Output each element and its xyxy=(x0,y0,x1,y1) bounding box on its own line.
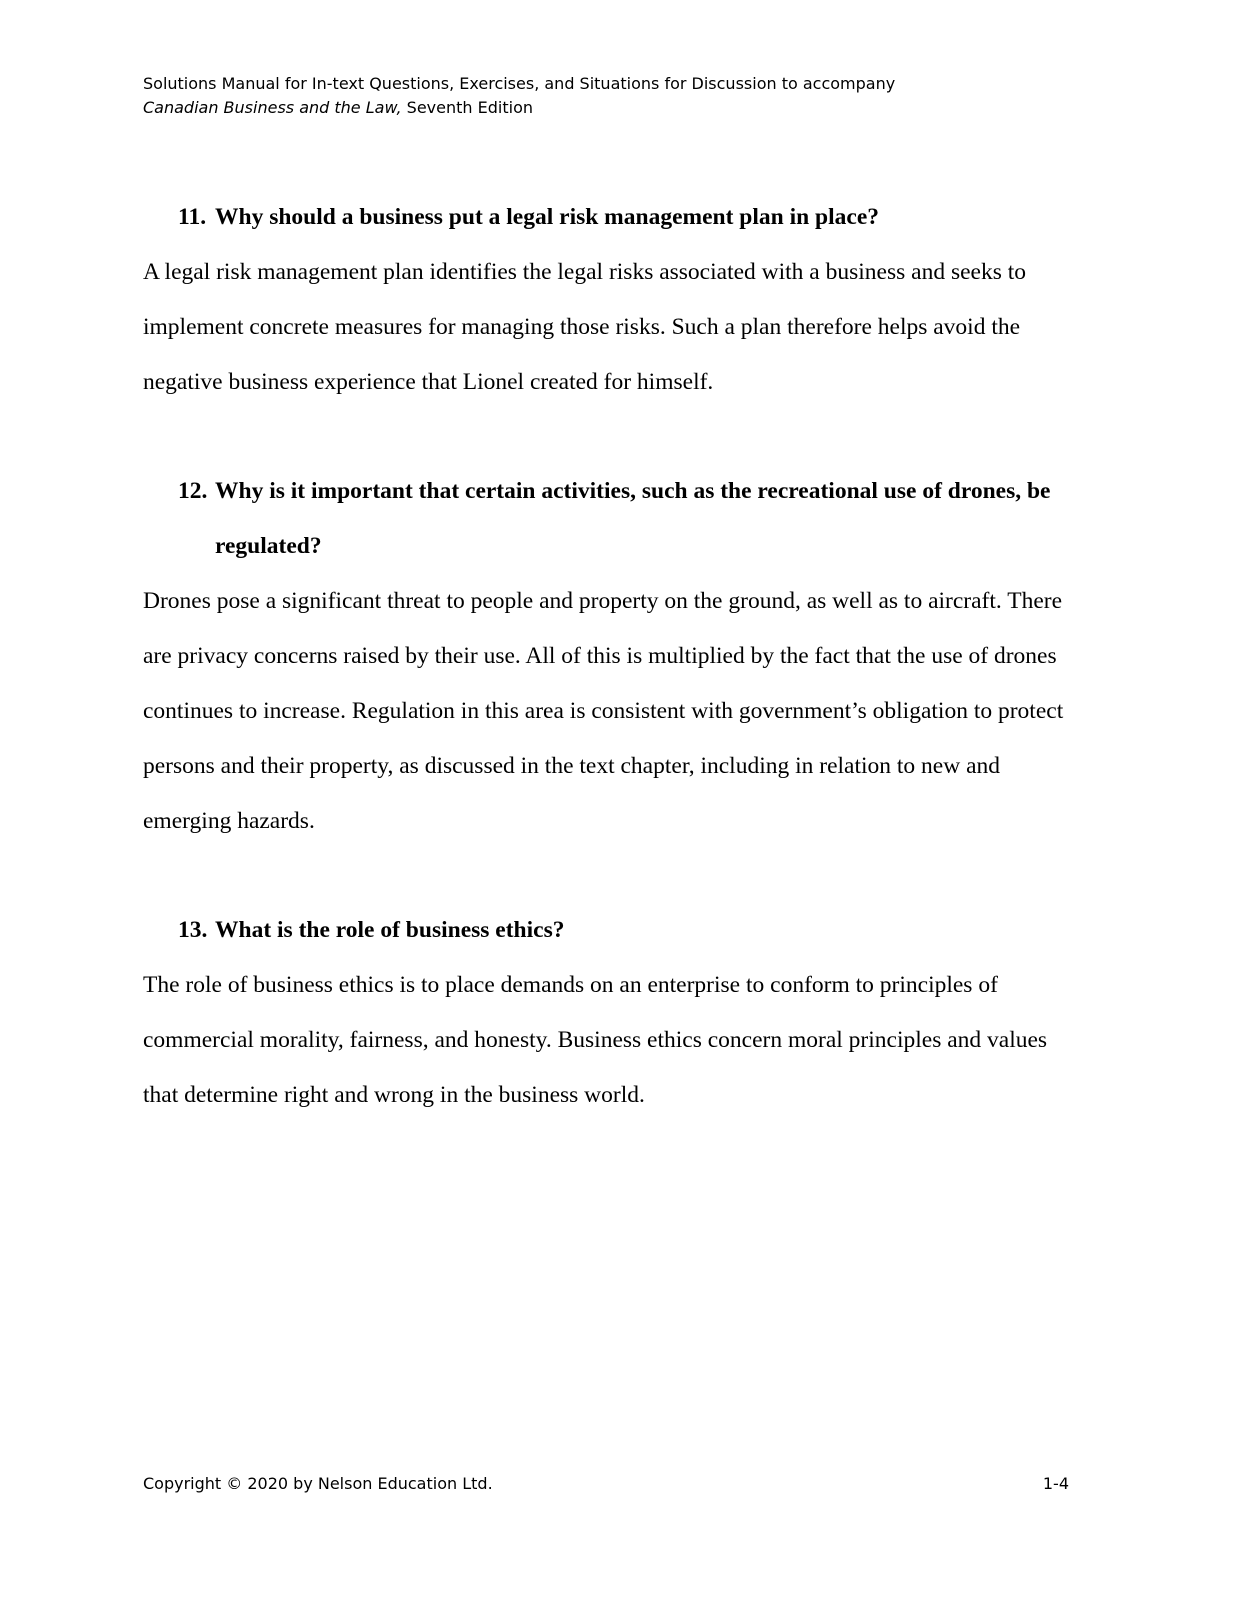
question-text: Why is it important that certain activities, such as the recreational use of drones, be regulated? xyxy=(215,478,1051,560)
question-number: 12. xyxy=(178,478,208,505)
answer-13: The role of business ethics is to place demands on an enterprise to conform to principles of commercial morality, fairness, and honesty. Business ethics concern moral principles and values that determine right and wrong in the business world. xyxy=(143,972,1048,1108)
header-book-line xyxy=(143,96,895,120)
document-body xyxy=(143,190,1083,1123)
question-12-heading xyxy=(143,464,1083,574)
question-11-heading xyxy=(143,190,1083,245)
question-13-heading xyxy=(143,903,1083,958)
header-manual-title: Solutions Manual for In-text Questions, Exercises, and Situations for Discussion to accompany xyxy=(143,74,896,93)
page-footer xyxy=(143,1472,1069,1496)
question-number: 13. xyxy=(178,917,208,944)
page-header xyxy=(143,72,895,120)
section-spacer xyxy=(143,409,1083,464)
section-spacer xyxy=(143,848,1083,903)
question-text: What is the role of business ethics? xyxy=(215,917,565,944)
copyright-notice: Copyright © 2020 by Nelson Education Ltd. xyxy=(143,1474,493,1493)
answer-11: A legal risk management plan identifies the legal risks associated with a business and seeks to implement concrete measures for managing those risks. Such a plan therefore helps avoid the negative business experience that Lionel created for himself. xyxy=(143,259,1026,395)
question-text: Why should a business put a legal risk management plan in place? xyxy=(215,204,880,230)
header-edition: Seventh Edition xyxy=(401,98,533,117)
header-book-title: Canadian Business and the Law, xyxy=(143,98,402,117)
answer-12: Drones pose a significant threat to people and property on the ground, as well as to aircraft. There are privacy concerns raised by their use. All of this is multiplied by the fact that the use of drones continues to increase. Regulation in this area is consistent with government’s obligation to protect persons and their property, as discussed in the text chapter, including in relation to new and emerging hazards. xyxy=(143,588,1064,834)
page-number: 1-4 xyxy=(1042,1474,1069,1493)
question-number: 11. xyxy=(178,204,207,230)
